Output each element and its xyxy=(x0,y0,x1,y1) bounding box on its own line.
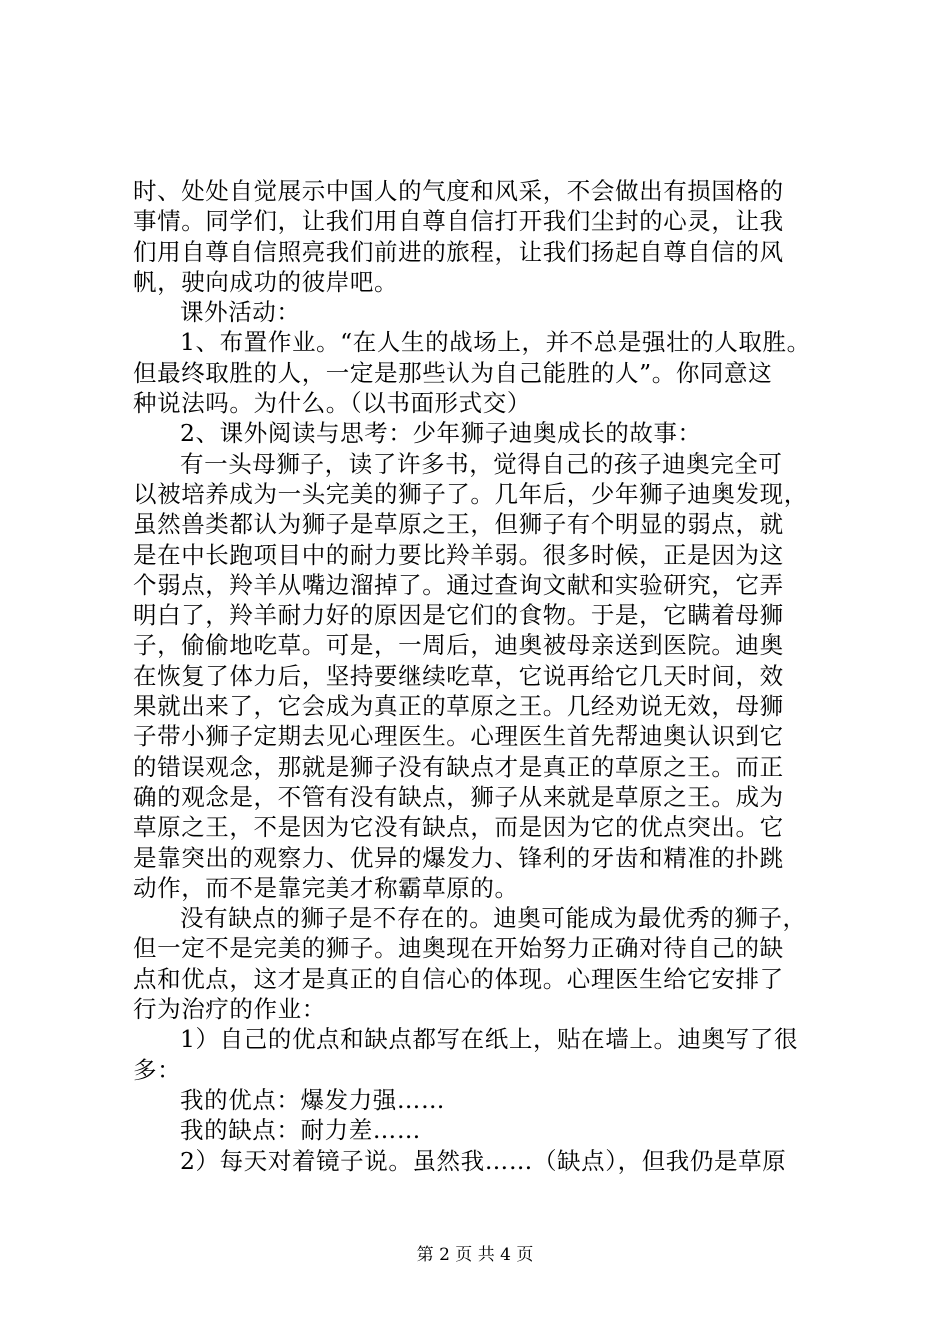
text-line: 我的缺点：耐力差…… xyxy=(180,1116,421,1145)
text-line: 1、布置作业。“在人生的战场上，并不总是强壮的人取胜。 xyxy=(180,328,811,357)
text-line: 虽然兽类都认为狮子是草原之王，但狮子有个明显的弱点，就 xyxy=(133,510,784,539)
text-line: 没有缺点的狮子是不存在的。迪奥可能成为最优秀的狮子， xyxy=(180,904,807,933)
text-line: 课外活动： xyxy=(180,298,301,327)
text-line: 事情。同学们，让我们用自尊自信打开我们尘封的心灵，让我 xyxy=(133,207,784,236)
text-line: 种说法吗。为什么。（以书面形式交） xyxy=(133,389,531,418)
text-line: 有一头母狮子，读了许多书，觉得自己的孩子迪奥完全可 xyxy=(180,449,783,478)
text-line: 多： xyxy=(133,1055,182,1084)
text-line: 1）自己的优点和缺点都写在纸上，贴在墙上。迪奥写了很 xyxy=(180,1025,799,1054)
text-line: 子，偷偷地吃草。可是，一周后，迪奥被母亲送到医院。迪奥 xyxy=(133,631,784,660)
text-line: 动作，而不是靠完美才称霸草原的。 xyxy=(133,873,519,902)
text-line: 们用自尊自信照亮我们前进的旅程，让我们扬起自尊自信的风 xyxy=(133,237,784,266)
text-line: 草原之王，不是因为它没有缺点，而是因为它的优点突出。它 xyxy=(133,813,784,842)
text-line: 子带小狮子定期去见心理医生。心理医生首先帮迪奥认识到它 xyxy=(133,722,784,751)
text-line: 行为治疗的作业： xyxy=(133,995,326,1024)
text-line: 在恢复了体力后，坚持要继续吃草，它说再给它几天时间，效 xyxy=(133,661,784,690)
text-line: 以被培养成为一头完美的狮子了。几年后，少年狮子迪奥发现， xyxy=(133,479,808,508)
text-line: 但一定不是完美的狮子。迪奥现在开始努力正确对待自己的缺 xyxy=(133,934,784,963)
text-line: 但最终取胜的人，一定是那些认为自己能胜的人”。你同意这 xyxy=(133,358,773,387)
text-line: 明白了，羚羊耐力好的原因是它们的食物。于是，它瞒着母狮 xyxy=(133,601,784,630)
page-footer: 第 2 页 共 4 页 xyxy=(416,1245,534,1265)
text-line: 我的优点：爆发力强…… xyxy=(180,1085,446,1114)
text-line: 2）每天对着镜子说。虽然我……（缺点），但我仍是草原 xyxy=(180,1146,787,1175)
text-line: 是在中长跑项目中的耐力要比羚羊弱。很多时候，正是因为这 xyxy=(133,540,784,569)
text-line: 2、课外阅读与思考：少年狮子迪奥成长的故事： xyxy=(180,419,702,448)
text-line: 是靠突出的观察力、优异的爆发力、锋利的牙齿和精准的扑跳 xyxy=(133,843,784,872)
document-body xyxy=(133,176,843,1176)
text-line: 点和优点，这才是真正的自信心的体现。心理医生给它安排了 xyxy=(133,964,784,993)
text-line: 帆，驶向成功的彼岸吧。 xyxy=(133,267,399,296)
text-line: 果就出来了，它会成为真正的草原之王。几经劝说无效，母狮 xyxy=(133,692,784,721)
text-line: 个弱点，羚羊从嘴边溜掉了。通过查询文献和实验研究，它弄 xyxy=(133,570,784,599)
text-line: 确的观念是，不管有没有缺点，狮子从来就是草原之王。成为 xyxy=(133,782,784,811)
text-line: 的错误观念，那就是狮子没有缺点才是真正的草原之王。而正 xyxy=(133,752,784,781)
text-line: 时、处处自觉展示中国人的气度和风采，不会做出有损国格的 xyxy=(133,177,784,205)
